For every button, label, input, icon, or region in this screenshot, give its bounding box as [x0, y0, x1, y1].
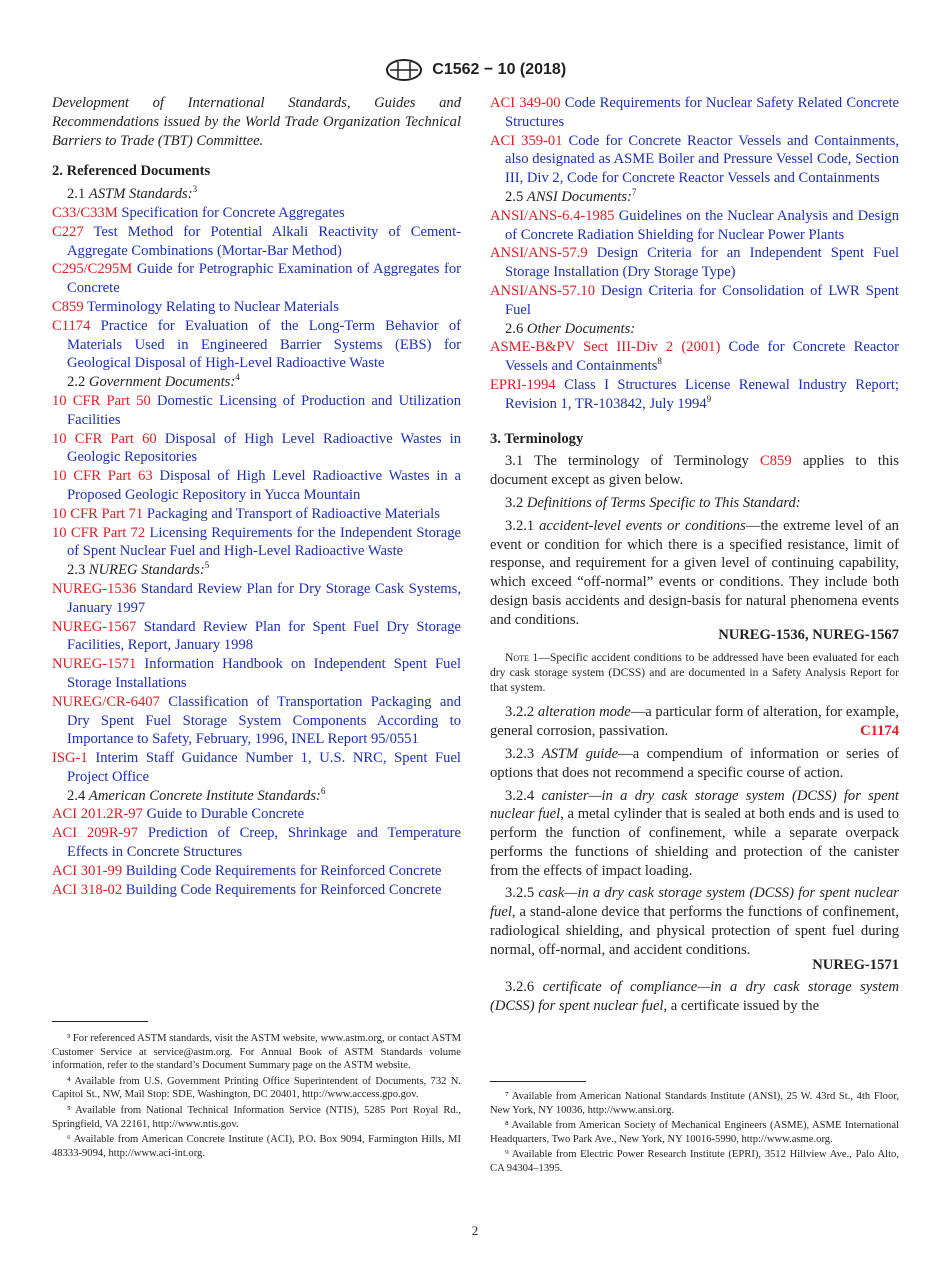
- footnote: ⁹ Available from Electric Power Research Institute (EPRI), 3512 Hillview Ave., Palo Alto, CA 94304–1395.: [490, 1149, 899, 1174]
- reference-code-link[interactable]: C33/C33M: [52, 204, 118, 221]
- paragraph-number: 3.2.3: [505, 745, 542, 762]
- paragraph-number: 3.2.1: [505, 517, 540, 534]
- reference-item: [490, 132, 899, 188]
- reference-item: [490, 338, 899, 376]
- subsection-2-1: [67, 185, 461, 204]
- subsection-number: 2.4: [67, 787, 86, 804]
- reference-title-link[interactable]: Classification of Transportation Packaging and Dry Spent Fuel Storage System Components According to Importance to Safety, February, 1996, INEL Report 95/0551: [67, 693, 461, 748]
- reference-code-link[interactable]: 10 CFR Part 50: [52, 392, 151, 409]
- reference-item: [52, 467, 461, 505]
- paragraph-3-1: [490, 452, 899, 490]
- subsection-2-6: [505, 320, 899, 339]
- subsection-label: NUREG Standards:: [88, 562, 205, 579]
- definition-text: , a stand-alone device that performs the functions of confinement, radiological shielding, and physical protection of spent fuel during normal, off-normal, and accident conditions.: [490, 904, 899, 958]
- reference-code-link[interactable]: 10 CFR Part 72: [52, 524, 146, 541]
- paragraph-3-2-1: [490, 517, 899, 630]
- footnote-mark: 8: [657, 356, 662, 367]
- government-reference-list: [52, 392, 461, 561]
- reference-item: [52, 317, 461, 373]
- reference-title-link[interactable]: Information Handbook on Independent Spent Fuel Storage Installations: [67, 656, 461, 691]
- reference-code-link[interactable]: 10 CFR Part 60: [52, 430, 157, 447]
- definition-text: , a metal cylinder that is sealed at both ends and is used to perform the function of confinement, while a separate overpack performs the functions of shielding and protection of the canister from the effects of impact loading.: [490, 806, 899, 879]
- reference-item: [52, 862, 461, 881]
- reference-title-link[interactable]: Disposal of High Level Radioactive Wastes in a Proposed Geologic Repository in Yucca Mountain: [67, 468, 461, 503]
- paragraph-label: Definitions of Terms Specific to This Standard:: [526, 494, 801, 511]
- reference-title-link[interactable]: Standard Review Plan for Spent Fuel Dry Storage Facilities, Report, January 1998: [67, 618, 462, 654]
- subsection-label: Other Documents:: [526, 320, 636, 337]
- subsection-2-4: [67, 787, 461, 806]
- text: applies to this document except as given below.: [490, 453, 899, 489]
- reference-title-link[interactable]: Guidelines on the Nuclear Analysis and Design of Concrete Radiation Shielding for Nuclear Power Plants: [505, 207, 899, 243]
- reference-code-link[interactable]: ACI 209R-97: [52, 825, 139, 842]
- reference-item: [52, 298, 461, 317]
- reference-item: [52, 805, 461, 824]
- reference-title-link[interactable]: Code for Concrete Reactor Vessels and Containments, also designated as ASME Boiler and Pressure Vessel Code, Section III, Div 2, Code for Concrete Reactor Vessels and Containments: [505, 132, 899, 187]
- defined-term: ASTM guide: [541, 745, 619, 762]
- reference-code-link[interactable]: ASME-B&PV Sect III-Div 2 (2001): [490, 339, 721, 356]
- reference-item: [52, 223, 461, 261]
- ansi-reference-list: [490, 207, 899, 320]
- footnote-mark: 6: [320, 785, 326, 796]
- reference-code-link[interactable]: ACI 318-02: [52, 881, 123, 898]
- reference-item: [490, 376, 899, 414]
- aci-reference-list-continued: [490, 94, 899, 188]
- reference-code-link[interactable]: 10 CFR Part 71: [52, 505, 144, 522]
- text: 3.1 The terminology of Terminology: [505, 453, 761, 470]
- reference-title-link[interactable]: Specification for Concrete Aggregates: [121, 204, 345, 221]
- reference-title-link[interactable]: Terminology Relating to Nuclear Materials: [87, 298, 339, 315]
- footnote-mark: 9: [706, 393, 712, 404]
- definition-text: —the extreme level of an event or condition for which there is a specified resistance, limit of response, and requirement for a given level of continuing capability, which exceed “off-normal” events or conditions. They include both design basis accidents and design-basis for natural phenomena events and conditions.: [490, 517, 899, 628]
- subsection-2-5: [505, 188, 899, 207]
- reference-item: [52, 655, 461, 693]
- reference-title-link[interactable]: Licensing Requirements for the Independent Storage of Spent Nuclear Fuel and High-Level Radioactive Waste: [67, 524, 462, 560]
- reference-item: [490, 207, 899, 245]
- defined-term: alteration mode: [537, 704, 631, 721]
- terminology-link[interactable]: C859: [760, 453, 792, 470]
- reference-item: [52, 824, 461, 862]
- reference-code-link[interactable]: EPRI-1994: [490, 376, 556, 393]
- footnote-rule-left: [52, 1021, 148, 1022]
- paragraph-number: 3.2: [505, 494, 527, 511]
- subsection-label: Government Documents:: [88, 374, 236, 391]
- footnote: ⁸ Available from American Society of Mechanical Engineers (ASME), ASME International Headquarters, Two Park Ave., New York, NY 10016-5990, http://www.asme.org.: [490, 1120, 899, 1145]
- footnote: ⁴ Available from U.S. Government Printing Office Superintendent of Documents, 732 N. Capitol St., NW, Mail Stop: SDE, Washington, DC 20401, http://www.access.gpo.gov.: [52, 1075, 461, 1101]
- reference-title-link[interactable]: Practice for Evaluation of the Long-Term Behavior of Materials Used in Engineered Barrier Systems (EBS) for Geological Disposal of High-Level Radioactive Waste: [67, 317, 461, 372]
- footnote-rule-right: [490, 1081, 586, 1082]
- reference-code-link[interactable]: NUREG/CR-6407: [52, 693, 160, 710]
- subsection-number: 2.2: [67, 374, 86, 391]
- reference-item: [490, 94, 899, 132]
- footnotes-left: [52, 1032, 461, 1162]
- definition-source: NUREG-1571: [812, 956, 899, 973]
- reference-title-link[interactable]: Code Requirements for Nuclear Safety Related Concrete Structures: [505, 95, 899, 130]
- other-reference-list: [490, 338, 899, 413]
- reference-item: [52, 430, 461, 468]
- reference-item: [52, 392, 461, 430]
- reference-code-link[interactable]: ANSI/ANS-57.10: [490, 282, 595, 299]
- footnote: ⁶ Available from American Concrete Institute (ACI), P.O. Box 9094, Farmington Hills, MI 48333-9094, http://www.aci-int.org.: [52, 1134, 461, 1159]
- intro-paragraph: Development of International Standards, Guides and Recommendations issued by the World Trade Organization Technical Barriers to Trade (TBT) Committee.: [52, 95, 461, 149]
- reference-code-link[interactable]: ACI 359-01: [490, 132, 563, 149]
- paragraph-number: 3.2.6: [505, 979, 543, 996]
- subsection-2-3: [67, 561, 461, 580]
- left-column: [52, 94, 461, 899]
- footnotes-right: [490, 1090, 899, 1178]
- reference-code-link[interactable]: C227: [52, 223, 84, 240]
- reference-title-link[interactable]: Building Code Requirements for Reinforced Concrete: [125, 862, 442, 879]
- reference-title-link[interactable]: Design Criteria for an Independent Spent Fuel Storage Installation (Dry Storage Type): [505, 245, 899, 281]
- reference-item: [52, 204, 461, 223]
- footnote-mark: 3: [192, 184, 198, 195]
- right-column: [490, 94, 899, 1020]
- reference-code-link[interactable]: ACI 349-00: [490, 95, 561, 111]
- footnote: ³ For referenced ASTM standards, visit the ASTM website, www.astm.org, or contact ASTM Customer Service at service@astm.org. For Annual Book of ASTM Standards volume information, refer to the standard’s Document Summary page on the ASTM website.: [52, 1033, 461, 1072]
- astm-logo-icon: [384, 58, 424, 82]
- reference-title-link[interactable]: Building Code Requirements for Reinforced Concrete: [125, 881, 442, 898]
- paragraph-3-2: [490, 494, 899, 513]
- page-number: 2: [471, 1223, 479, 1238]
- footnote: ⁵ Available from National Technical Information Service (NTIS), 5285 Port Royal Rd., Springfield, VA 22161, http://www.ntis.gov.: [52, 1104, 461, 1130]
- note-1: [490, 650, 899, 695]
- reference-title-link[interactable]: Prediction of Creep, Shrinkage and Temperature Effects in Concrete Structures: [67, 825, 461, 861]
- definition-text: —a particular form of alteration, for example, general corrosion, passivation.: [490, 704, 900, 740]
- note-text: 1—Specific accident conditions to be addressed have been evaluated for each dry cask storage system (DCSS) and are documented in a Safety Analysis Report for that system.: [490, 651, 899, 695]
- standard-designation: C1562 − 10 (2018): [432, 61, 567, 78]
- paragraph-number: 3.2.2: [505, 704, 538, 721]
- astm-reference-list: [52, 204, 461, 373]
- reference-code-link[interactable]: ANSI/ANS-6.4-1985: [490, 207, 615, 224]
- reference-item: [52, 260, 461, 298]
- reference-item: [52, 505, 461, 524]
- reference-title-link[interactable]: Class I Structures License Renewal Industry Report; Revision 1, TR-103842, July 1994: [505, 376, 899, 412]
- paragraph-number: 3.2.4: [505, 787, 542, 804]
- note-label: Note: [505, 651, 529, 665]
- reference-item: [52, 693, 461, 749]
- reference-title-link[interactable]: Packaging and Transport of Radioactive Materials: [146, 505, 440, 522]
- defined-term: certificate of compliance—in a dry cask storage system (DCSS) for spent nuclear fuel: [490, 979, 899, 1015]
- reference-code-link[interactable]: NUREG-1536: [52, 580, 137, 597]
- defined-term: accident-level events or conditions: [539, 517, 746, 534]
- reference-title-link[interactable]: Design Criteria for Consolidation of LWR Spent Fuel: [505, 282, 899, 318]
- subsection-2-2: [67, 373, 461, 392]
- subsection-number: 2.5: [505, 188, 524, 205]
- reference-title-link[interactable]: Interim Staff Guidance Number 1, U.S. NRC, Spent Fuel Project Office: [67, 750, 461, 785]
- paragraph-3-2-5: [490, 884, 899, 959]
- reference-code-link[interactable]: ACI 301-99: [52, 862, 123, 879]
- subsection-number: 2.6: [505, 320, 524, 337]
- subsection-number: 2.1: [67, 186, 86, 203]
- section-3-heading: 3. Terminology: [490, 430, 584, 447]
- reference-title-link[interactable]: Domestic Licensing of Production and Utilization Facilities: [67, 392, 461, 428]
- definition-text: , a certificate issued by the: [663, 998, 820, 1015]
- footnote: ⁷ Available from American National Standards Institute (ANSI), 25 W. 43rd St., 4th Floor, New York, NY 10036, http://www.ansi.org.: [490, 1091, 899, 1116]
- reference-code-link[interactable]: C295/C295M: [52, 261, 133, 278]
- reference-item: [490, 244, 899, 282]
- reference-title-link[interactable]: Standard Review Plan for Dry Storage Cask Systems, January 1997: [67, 580, 461, 616]
- defined-term: cask—in a dry cask storage system (DCSS) for spent nuclear fuel: [490, 885, 899, 921]
- subsection-number: 2.3: [67, 562, 86, 579]
- reference-item: [52, 881, 461, 900]
- definition-source-link[interactable]: C1174: [860, 723, 899, 740]
- reference-title-link[interactable]: Code for Concrete Reactor Vessels and Containments: [505, 339, 899, 375]
- reference-item: [52, 524, 461, 562]
- reference-title-link[interactable]: Disposal of High Level Radioactive Wastes in Geologic Repositories: [67, 430, 461, 466]
- paragraph-3-2-4: [490, 787, 899, 881]
- definition-text: —a compendium of information or series of options that does not recommend a specific course of action.: [490, 745, 900, 781]
- reference-code-link[interactable]: NUREG-1571: [52, 656, 137, 673]
- reference-title-link[interactable]: Guide for Petrographic Examination of Aggregates for Concrete: [67, 261, 461, 297]
- nureg-reference-list: [52, 580, 461, 787]
- reference-code-link[interactable]: ACI 201.2R-97: [52, 806, 143, 823]
- footnote-mark: 5: [204, 560, 210, 571]
- paragraph-3-2-3: [490, 745, 899, 783]
- reference-title-link[interactable]: Test Method for Potential Alkali Reactivity of Cement-Aggregate Combinations (Mortar-Bar Method): [67, 223, 461, 259]
- subsection-label: American Concrete Institute Standards:: [88, 787, 321, 804]
- section-2-heading: 2. Referenced Documents: [52, 163, 211, 180]
- reference-item: [52, 580, 461, 618]
- defined-term: canister—in a dry cask storage system (DCSS) for spent nuclear fuel: [490, 787, 899, 823]
- subsection-label: ANSI Documents:: [526, 188, 632, 205]
- paragraph-number: 3.2.5: [505, 885, 539, 902]
- aci-reference-list: [52, 805, 461, 899]
- subsection-label: ASTM Standards:: [88, 186, 193, 203]
- reference-code-link[interactable]: ISG-1: [52, 750, 88, 767]
- reference-code-link[interactable]: C859: [52, 298, 84, 315]
- definition-source: NUREG-1536, NUREG-1567: [718, 626, 899, 643]
- reference-code-link[interactable]: C1174: [52, 317, 91, 334]
- reference-item: [52, 618, 461, 656]
- reference-item: [490, 282, 899, 320]
- footnote-mark: 4: [235, 372, 240, 383]
- paragraph-3-2-2: [490, 703, 899, 741]
- paragraph-3-2-6: [490, 978, 899, 1016]
- reference-code-link[interactable]: NUREG-1567: [52, 618, 137, 635]
- reference-code-link[interactable]: ANSI/ANS-57.9: [490, 245, 588, 262]
- reference-item: [52, 749, 461, 787]
- page-header: [0, 58, 950, 82]
- footnote-mark: 7: [631, 186, 637, 197]
- reference-title-link[interactable]: Guide to Durable Concrete: [146, 806, 305, 823]
- reference-code-link[interactable]: 10 CFR Part 63: [52, 468, 153, 485]
